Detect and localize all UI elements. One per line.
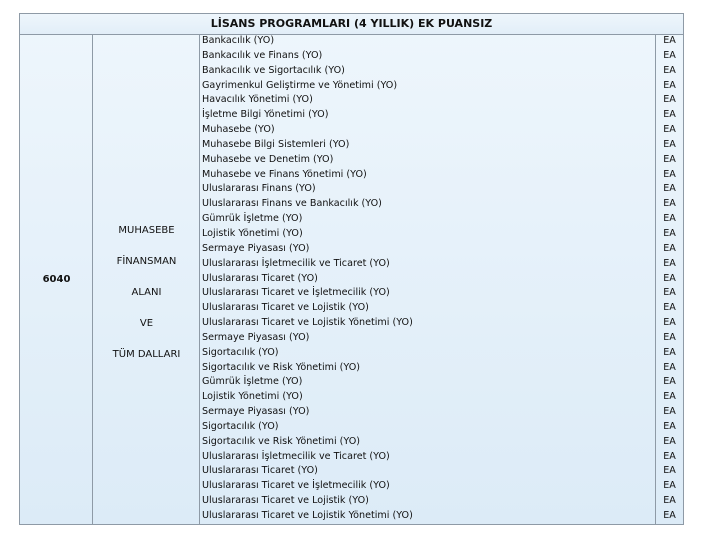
score-type: EA	[663, 272, 676, 284]
score-type: EA	[663, 406, 676, 418]
program-name: Uluslararası Ticaret ve Lojistik (YO)	[202, 495, 369, 507]
program-name: Uluslararası Ticaret ve İşletmecilik (YO)	[202, 480, 390, 492]
program-name: Uluslararası Ticaret ve Lojistik (YO)	[202, 302, 369, 314]
program-name: Uluslararası İşletmecilik ve Ticaret (YO)	[202, 257, 390, 269]
field-name-line: FİNANSMAN	[116, 256, 177, 267]
program-name: Muhasebe Bilgi Sistemleri (YO)	[202, 138, 350, 150]
score-type: EA	[663, 94, 676, 106]
field-column	[93, 34, 200, 524]
program-name: Muhasebe (YO)	[202, 124, 275, 136]
score-type: EA	[663, 435, 676, 447]
score-type: EA	[663, 317, 676, 329]
table-title: LİSANS PROGRAMLARI (4 YILLIK) EK PUANSIZ	[20, 14, 683, 35]
program-name: Uluslararası Finans (YO)	[202, 183, 316, 195]
score-type: EA	[663, 331, 676, 343]
program-name: Bankacılık ve Sigortacılık (YO)	[202, 64, 345, 76]
score-type: EA	[663, 109, 676, 121]
program-name: Uluslararası Ticaret ve Lojistik Yönetimi (YO)	[202, 317, 413, 329]
program-name: Bankacılık (YO)	[202, 35, 275, 46]
program-name: Uluslararası Ticaret (YO)	[202, 272, 318, 284]
program-name: Havacılık Yönetimi (YO)	[202, 94, 313, 106]
score-type: EA	[663, 242, 676, 254]
program-name: Gümrük İşletme (YO)	[202, 376, 303, 388]
score-type: EA	[663, 168, 676, 180]
program-name: Sigortacılık ve Risk Yönetimi (YO)	[202, 361, 361, 373]
score-type: EA	[663, 213, 676, 225]
score-type: EA	[663, 361, 676, 373]
program-table	[19, 13, 684, 525]
programs-column	[200, 34, 656, 524]
program-name: Sigortacılık (YO)	[202, 346, 279, 358]
field-name-line: VE	[139, 318, 154, 329]
field-name-line: MUHASEBE	[118, 225, 175, 236]
score-type: EA	[663, 79, 676, 91]
program-name: Uluslararası Ticaret ve Lojistik Yönetimi (YO)	[202, 510, 413, 521]
program-name: İşletme Bilgi Yönetimi (YO)	[202, 109, 329, 121]
score-type-column	[656, 34, 683, 524]
program-name: Muhasebe ve Finans Yönetimi (YO)	[202, 168, 367, 180]
score-type: EA	[663, 183, 676, 195]
score-type: EA	[663, 227, 676, 239]
score-type: EA	[663, 287, 676, 299]
field-name-line: TÜM DALLARI	[112, 349, 181, 360]
score-type: EA	[663, 391, 676, 403]
score-type: EA	[663, 346, 676, 358]
score-type: EA	[663, 257, 676, 269]
score-type: EA	[663, 495, 676, 507]
code-column	[20, 34, 93, 524]
score-type: EA	[663, 124, 676, 136]
score-type: EA	[663, 420, 676, 432]
program-name: Sermaye Piyasası (YO)	[202, 406, 310, 418]
program-code: 6040	[42, 274, 71, 285]
program-name: Lojistik Yönetimi (YO)	[202, 391, 303, 403]
score-type: EA	[663, 64, 676, 76]
program-name: Gümrük İşletme (YO)	[202, 213, 303, 225]
program-name: Sigortacılık (YO)	[202, 420, 279, 432]
program-name: Bankacılık ve Finans (YO)	[202, 49, 323, 61]
score-type: EA	[663, 480, 676, 492]
program-name: Sermaye Piyasası (YO)	[202, 331, 310, 343]
program-name: Lojistik Yönetimi (YO)	[202, 227, 303, 239]
score-type: EA	[663, 510, 676, 521]
score-type: EA	[663, 138, 676, 150]
score-type: EA	[663, 465, 676, 477]
program-name: Gayrimenkul Geliştirme ve Yönetimi (YO)	[202, 79, 398, 91]
program-name: Muhasebe ve Denetim (YO)	[202, 153, 334, 165]
program-name: Uluslararası Finans ve Bankacılık (YO)	[202, 198, 382, 210]
program-name: Uluslararası Ticaret (YO)	[202, 465, 318, 477]
field-name-line: ALANI	[131, 287, 162, 298]
score-type: EA	[663, 450, 676, 462]
score-type: EA	[663, 35, 676, 46]
score-type: EA	[663, 302, 676, 314]
field-name	[93, 224, 200, 379]
score-type: EA	[663, 198, 676, 210]
program-name: Sigortacılık ve Risk Yönetimi (YO)	[202, 435, 361, 447]
program-name: Uluslararası İşletmecilik ve Ticaret (YO)	[202, 450, 390, 462]
score-type: EA	[663, 49, 676, 61]
program-name: Uluslararası Ticaret ve İşletmecilik (YO)	[202, 287, 390, 299]
score-type: EA	[663, 153, 676, 165]
score-type: EA	[663, 376, 676, 388]
program-name: Sermaye Piyasası (YO)	[202, 242, 310, 254]
